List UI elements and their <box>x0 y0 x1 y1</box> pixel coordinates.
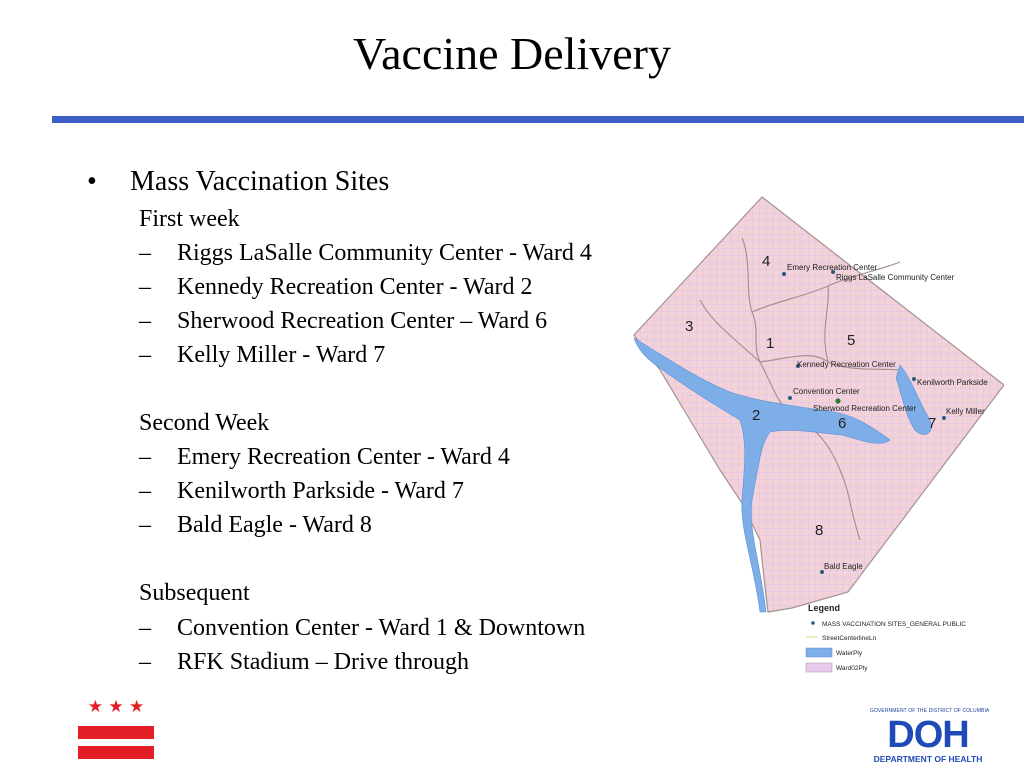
dash-marker: – <box>139 478 151 504</box>
legend-entry: WaterPly <box>836 650 863 657</box>
site-label-kennedy: Kennedy Recreation Center <box>797 360 896 369</box>
list-item <box>139 477 464 505</box>
doh-wordmark: DOH <box>887 714 969 756</box>
bullet-mass-vaccination-sites <box>87 165 389 199</box>
list-item-text: Bald Eagle - Ward 8 <box>177 512 372 538</box>
legend-water-symbol <box>806 648 832 657</box>
bullet-marker: • <box>87 166 97 197</box>
doh-department-name: DEPARTMENT OF HEALTH <box>873 754 983 764</box>
dash-marker: – <box>139 444 151 470</box>
flag-stars: ★ ★ ★ <box>87 697 145 717</box>
section-heading-subsequent: Subsequent <box>139 580 250 606</box>
list-item-text: Kenilworth Parkside - Ward 7 <box>177 478 464 504</box>
legend-site-symbol <box>811 621 815 625</box>
ward-label-8: 8 <box>815 522 824 539</box>
list-item <box>139 443 510 471</box>
site-label-bald-eagle: Bald Eagle <box>824 562 863 571</box>
legend-entry: Ward02Ply <box>836 665 868 672</box>
site-label-sherwood: Sherwood Recreation Center <box>813 404 917 413</box>
legend-ward-symbol <box>806 663 832 672</box>
site-label-riggs-lasalle: Riggs LaSalle Community Center <box>836 273 955 282</box>
site-label-kelly-miller: Kelly Miller <box>946 407 985 416</box>
ward-label-6: 6 <box>838 415 847 432</box>
list-item <box>139 648 469 676</box>
site-marker <box>942 416 946 420</box>
list-item <box>139 273 533 301</box>
map-legend <box>806 603 966 672</box>
list-item-text: Kelly Miller - Ward 7 <box>177 342 386 368</box>
dash-marker: – <box>139 649 151 675</box>
legend-title: Legend <box>808 603 841 613</box>
list-item-text: Kennedy Recreation Center - Ward 2 <box>177 274 533 300</box>
dash-marker: – <box>139 512 151 538</box>
site-label-kenilworth: Kenilworth Parkside <box>917 378 988 387</box>
flag-bar-top <box>78 726 154 739</box>
list-item-text: Convention Center - Ward 1 & Downtown <box>177 615 586 641</box>
dc-flag-logo <box>78 697 154 762</box>
ward-label-2: 2 <box>752 407 761 424</box>
legend-entry: MASS VACCINATION SITES_GENERAL PUBLIC <box>822 621 966 628</box>
doh-logo <box>870 708 990 764</box>
list-item <box>139 341 385 369</box>
list-item-text: RFK Stadium – Drive through <box>177 649 469 675</box>
list-item-text: Sherwood Recreation Center – Ward 6 <box>177 308 548 334</box>
site-marker <box>788 396 792 400</box>
ward-label-3: 3 <box>685 318 694 335</box>
section-heading-second-week: Second Week <box>139 410 270 436</box>
dash-marker: – <box>139 342 151 368</box>
list-item-text: Emery Recreation Center - Ward 4 <box>177 444 510 470</box>
site-marker <box>912 377 916 381</box>
ward-label-4: 4 <box>762 253 771 270</box>
bullet-text: Mass Vaccination Sites <box>130 166 390 197</box>
ward-label-5: 5 <box>847 332 856 349</box>
list-item <box>139 239 592 267</box>
dash-marker: – <box>139 308 151 334</box>
site-label-emery: Emery Recreation Center <box>787 263 878 272</box>
list-item <box>139 511 372 539</box>
doh-org-name: GOVERNMENT OF THE DISTRICT OF COLUMBIA <box>870 708 990 714</box>
list-item-text: Riggs LaSalle Community Center - Ward 4 <box>177 240 592 266</box>
section-heading-first-week: First week <box>139 206 240 232</box>
site-marker <box>782 272 786 276</box>
flag-bar-bottom <box>78 746 154 759</box>
title-underline <box>52 116 1024 123</box>
dash-marker: – <box>139 240 151 266</box>
legend-entry: StreetCenterlineLn <box>822 635 877 642</box>
list-item <box>139 614 585 642</box>
site-label-convention-center: Convention Center <box>793 387 860 396</box>
dash-marker: – <box>139 615 151 641</box>
list-item <box>139 307 547 335</box>
slide-title: Vaccine Delivery <box>352 28 671 79</box>
ward-label-7: 7 <box>928 415 937 432</box>
ward-label-1: 1 <box>766 335 775 352</box>
dc-ward-map <box>630 192 1004 682</box>
dash-marker: – <box>139 274 151 300</box>
site-marker <box>835 398 840 403</box>
